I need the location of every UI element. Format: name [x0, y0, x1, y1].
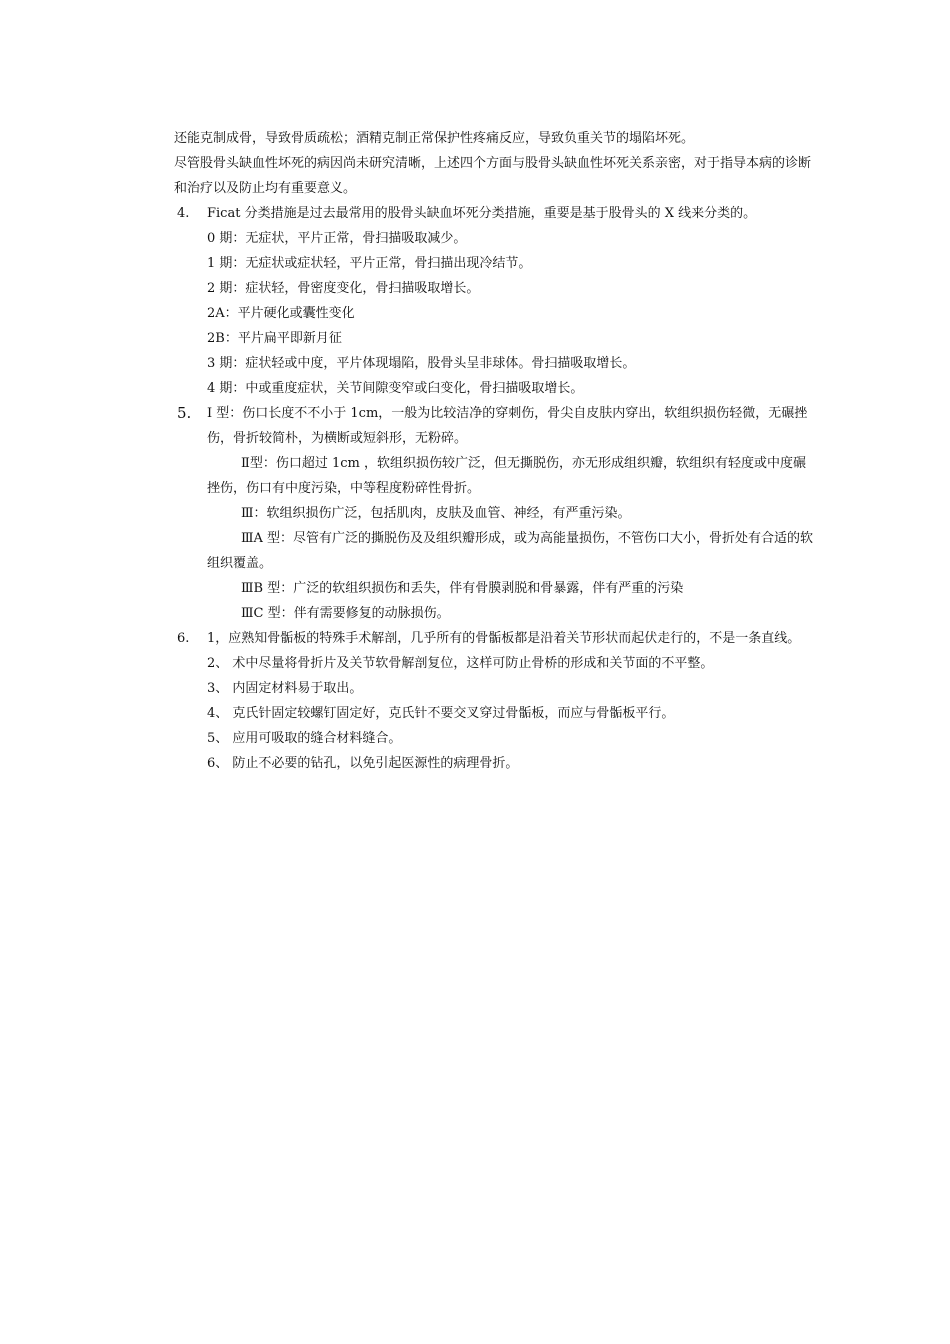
section-6-line: 2、 术中尽量将骨折片及关节软骨解剖复位，这样可防止骨桥的形成和关节面的不平整。: [207, 656, 714, 671]
section-5: [174, 401, 814, 451]
section-6-line: 1，应熟知骨骺板的特殊手术解剖，几乎所有的骨骺板都是沿着关节形状而起伏走行的，不是一条直线。: [207, 631, 801, 646]
section-4-line: 3 期：症状轻或中度，平片体现塌陷，股骨头呈非球体。骨扫描吸取增长。: [207, 356, 636, 371]
section-5-line: Ⅲ：软组织损伤广泛，包括肌肉，皮肤及血管、神经，有严重污染。: [241, 506, 631, 521]
section-5-line: Ⅱ型：伤口超过 1cm ，软组织损伤较广泛，但无撕脱伤，亦无形成组织瓣，软组织有轻度或中度碾挫伤，伤口有中度污染，中等程度粉碎性骨折。: [207, 456, 806, 496]
intro-paragraph-2: 尽管股骨头缺血性坏死的病因尚未研究清晰，上述四个方面与股骨头缺血性坏死关系亲密，对于指导本病的诊断和治疗以及防止均有重要意义。: [174, 156, 812, 196]
section-6-line: 4、 克氏针固定较螺钉固定好，克氏针不要交叉穿过骨骺板，而应与骨骺板平行。: [207, 706, 675, 721]
section-number: 4.: [177, 206, 190, 221]
intro-paragraph-1: 还能克制成骨，导致骨质疏松；酒精克制正常保护性疼痛反应，导致负重关节的塌陷坏死。: [174, 131, 695, 146]
section-6-line: 3、 内固定材料易于取出。: [207, 681, 363, 696]
section-4-line: 1 期：无症状或症状轻，平片正常，骨扫描出现冷结节。: [207, 256, 532, 271]
section-5-line: ⅢA 型：尽管有广泛的撕脱伤及及组织瓣形成，或为高能量损伤，不管伤口大小，骨折处有合适的软组织覆盖。: [207, 531, 814, 571]
section-number: 6.: [177, 631, 190, 646]
section-number: 5.: [177, 404, 192, 422]
section-4-line: Ficat 分类措施是过去最常用的股骨头缺血坏死分类措施，重要是基于股骨头的 X 线来分类的。: [207, 206, 757, 221]
section-4-line: 2 期：症状轻，骨密度变化，骨扫描吸取增长。: [207, 281, 480, 296]
section-6-line: 5、 应用可吸取的缝合材料缝合。: [207, 731, 402, 746]
section-6: [174, 626, 814, 776]
section-4-line: 2B：平片扁平即新月征: [207, 331, 342, 346]
section-4: [174, 201, 814, 401]
section-4-line: 2A：平片硬化或囊性变化: [207, 306, 355, 321]
section-6-line: 6、 防止不必要的钻孔，以免引起医源性的病理骨折。: [207, 756, 519, 771]
section-5-line: ⅢC 型：伴有需要修复的动脉损伤。: [241, 606, 450, 621]
section-5-line: Ⅰ 型：伤口长度不不小于 1cm，一般为比较洁净的穿刺伤，骨尖自皮肤内穿出，软组织损伤轻微，无碾挫伤，骨折较简朴，为横断或短斜形，无粉碎。: [207, 406, 808, 446]
document-body: [174, 126, 814, 776]
section-5-line: ⅢB 型：广泛的软组织损伤和丢失，伴有骨膜剥脱和骨暴露，伴有严重的污染: [241, 581, 684, 596]
section-4-line: 0 期：无症状，平片正常，骨扫描吸取减少。: [207, 231, 467, 246]
section-4-line: 4 期：中或重度症状，关节间隙变窄或臼变化，骨扫描吸取增长。: [207, 381, 584, 396]
